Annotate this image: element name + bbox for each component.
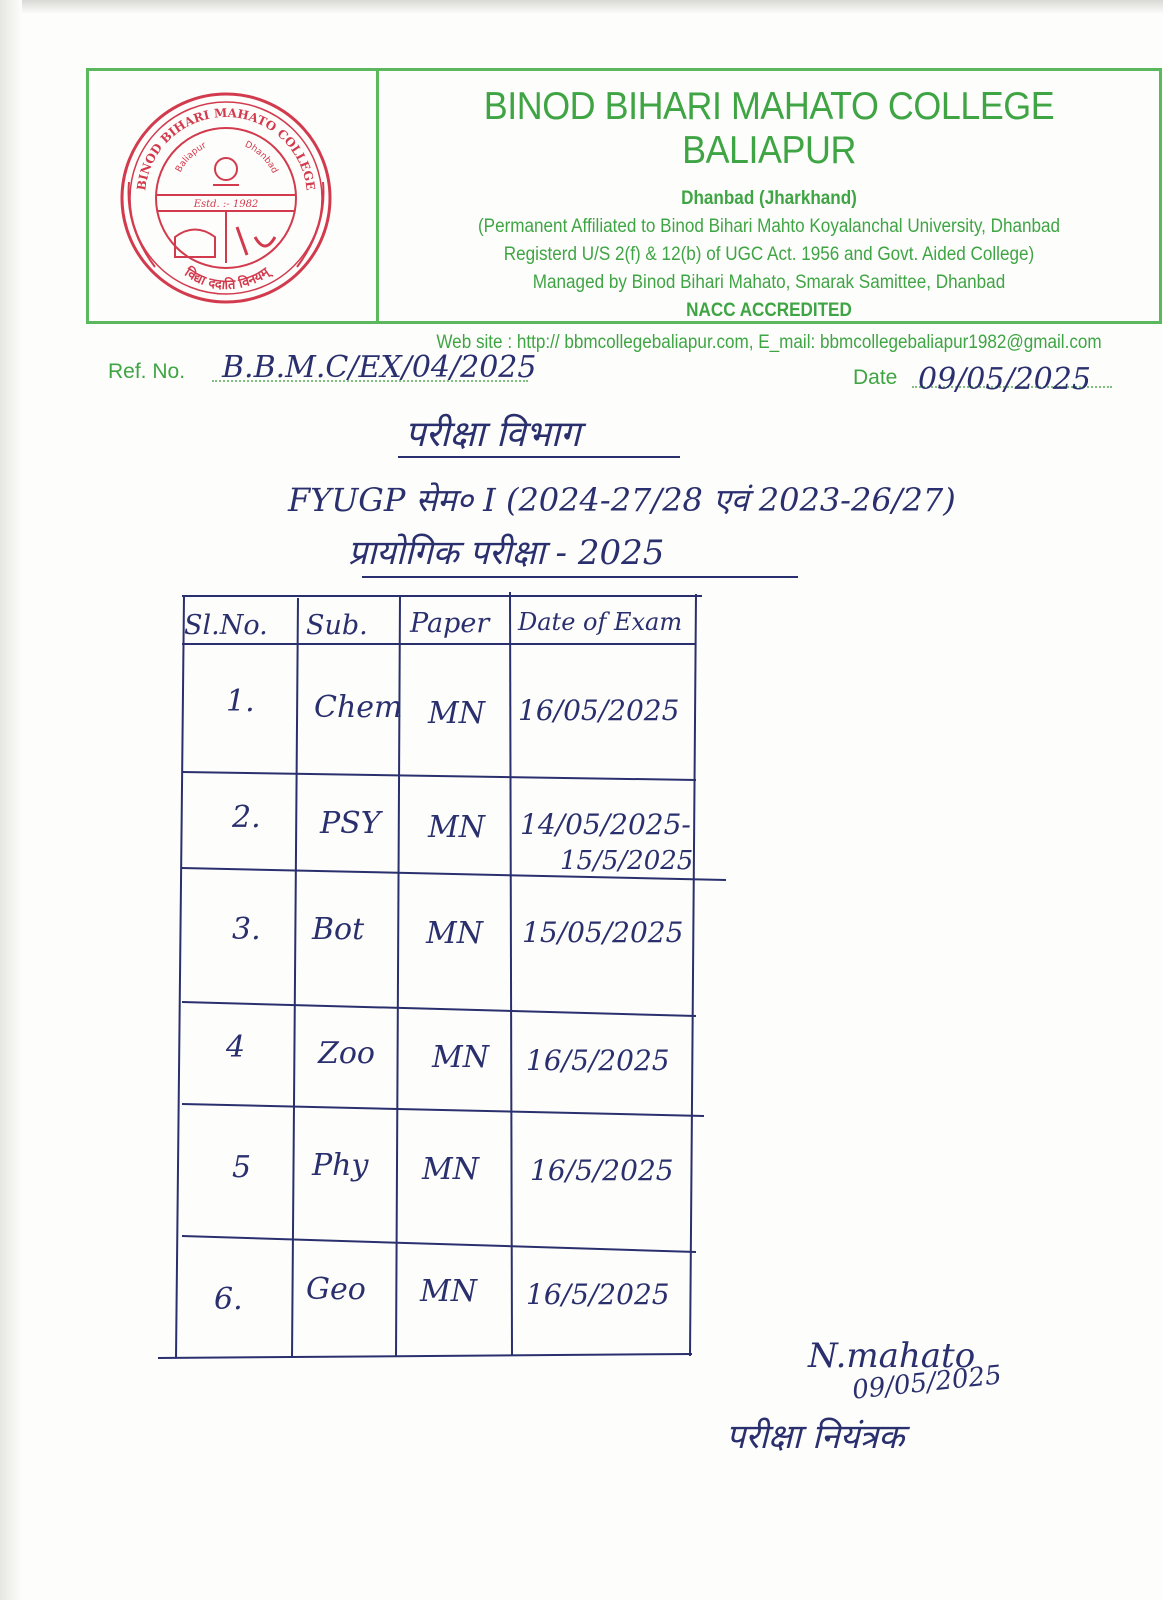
row4-subject: Zoo	[318, 1036, 375, 1071]
table-header-paper: Paper	[410, 608, 490, 639]
scan-edge-top	[0, 0, 1163, 14]
row4-paper: MN	[432, 1040, 489, 1075]
row3-slno: 3.	[232, 912, 261, 947]
college-location: Dhanbad (Jharkhand)	[681, 188, 857, 209]
row5-slno: 5	[232, 1150, 252, 1185]
wheel-icon	[215, 158, 237, 180]
scan-edge-left	[0, 0, 22, 1600]
table-header-slno: Sl.No.	[184, 610, 268, 641]
table-header-date: Date of Exam	[518, 608, 683, 636]
exam-title-line1: FYUGP सेम० I (2024-27/28 एवं 2023-26/27)	[288, 481, 956, 519]
row5-date: 16/5/2025	[530, 1154, 674, 1187]
date-label: Date	[853, 366, 898, 389]
svg-text:Dhanbad	[243, 140, 279, 175]
affiliation-line: (Permanent Affiliated to Binod Bihari Mahto Koyalanchal University, Dhanbad	[477, 216, 1061, 237]
torch-icon	[237, 227, 275, 255]
exam-title-underline	[362, 576, 798, 578]
department-heading: परीक्षा विभाग	[405, 414, 581, 455]
seal-motto: विद्या ददाति विनयम्	[181, 265, 273, 294]
row6-paper: MN	[420, 1274, 477, 1309]
ref-label: Ref. No.	[108, 360, 186, 383]
svg-text:BINOD BIHARI MAHATO COLLEGE	[134, 106, 317, 192]
row2-subject: PSY	[320, 806, 381, 841]
row3-date: 15/05/2025	[522, 916, 684, 949]
exam-title-line2: प्रायोगिक परीक्षा - 2025	[348, 533, 665, 573]
signature-date: 09/05/2025	[850, 1360, 1004, 1406]
laurel-right-icon	[297, 182, 323, 267]
row4-date: 16/5/2025	[526, 1044, 670, 1077]
row1-paper: MN	[428, 696, 485, 731]
management-line: Managed by Binod Bihari Mahato, Smarak Samittee, Dhanbad	[532, 272, 1006, 293]
signature-title: परीक्षा नियंत्रक	[726, 1417, 905, 1457]
row2-paper: MN	[428, 810, 485, 845]
college-name: BINOD BIHARI MAHATO COLLEGE BALIAPUR	[483, 85, 1055, 172]
contact-line: Web site : http:// bbmcollegebaliapur.com, E_mail: bbmcollegebaliapur1982@gmail.com	[436, 332, 1102, 353]
registration-line: Registerd U/S 2(f) & 12(b) of UGC Act. 1956 and Govt. Aided College)	[503, 244, 1035, 265]
row1-slno: 1.	[226, 684, 255, 719]
row6-date: 16/5/2025	[526, 1278, 670, 1311]
row5-paper: MN	[422, 1152, 479, 1187]
seal-ring-text: BINOD BIHARI MAHATO COLLEGE	[134, 105, 318, 192]
seal-place-right: Dhanbad	[243, 139, 280, 176]
signature-name: N.mahato	[808, 1336, 976, 1376]
row5-subject: Phy	[312, 1148, 369, 1183]
laurel-left-icon	[129, 182, 155, 267]
seal-box	[89, 71, 379, 321]
table-header-subject: Sub.	[306, 610, 368, 641]
row1-subject: Chem	[314, 690, 403, 725]
letterhead	[86, 68, 1162, 353]
letter-date: 09/05/2025	[918, 362, 1091, 397]
seal-established: Estd. :- 1982	[193, 199, 259, 210]
row1-date: 16/05/2025	[518, 694, 680, 727]
row6-subject: Geo	[306, 1272, 366, 1307]
row2-date-end: 15/5/2025	[560, 846, 694, 876]
department-underline	[398, 456, 680, 458]
row2-date: 14/05/2025-	[520, 808, 691, 841]
row3-paper: MN	[426, 916, 483, 951]
row4-slno: 4	[226, 1030, 246, 1065]
row6-slno: 6.	[214, 1282, 243, 1317]
row3-subject: Bot	[312, 912, 365, 947]
accreditation-line: NACC ACCREDITED	[686, 300, 852, 321]
seal-place-left: Baliapur	[174, 140, 208, 175]
letterhead-text	[379, 71, 1159, 353]
college-seal-icon	[115, 87, 337, 309]
row2-slno: 2.	[232, 800, 261, 835]
ref-number: B.B.M.C/EX/04/2025	[222, 350, 537, 385]
